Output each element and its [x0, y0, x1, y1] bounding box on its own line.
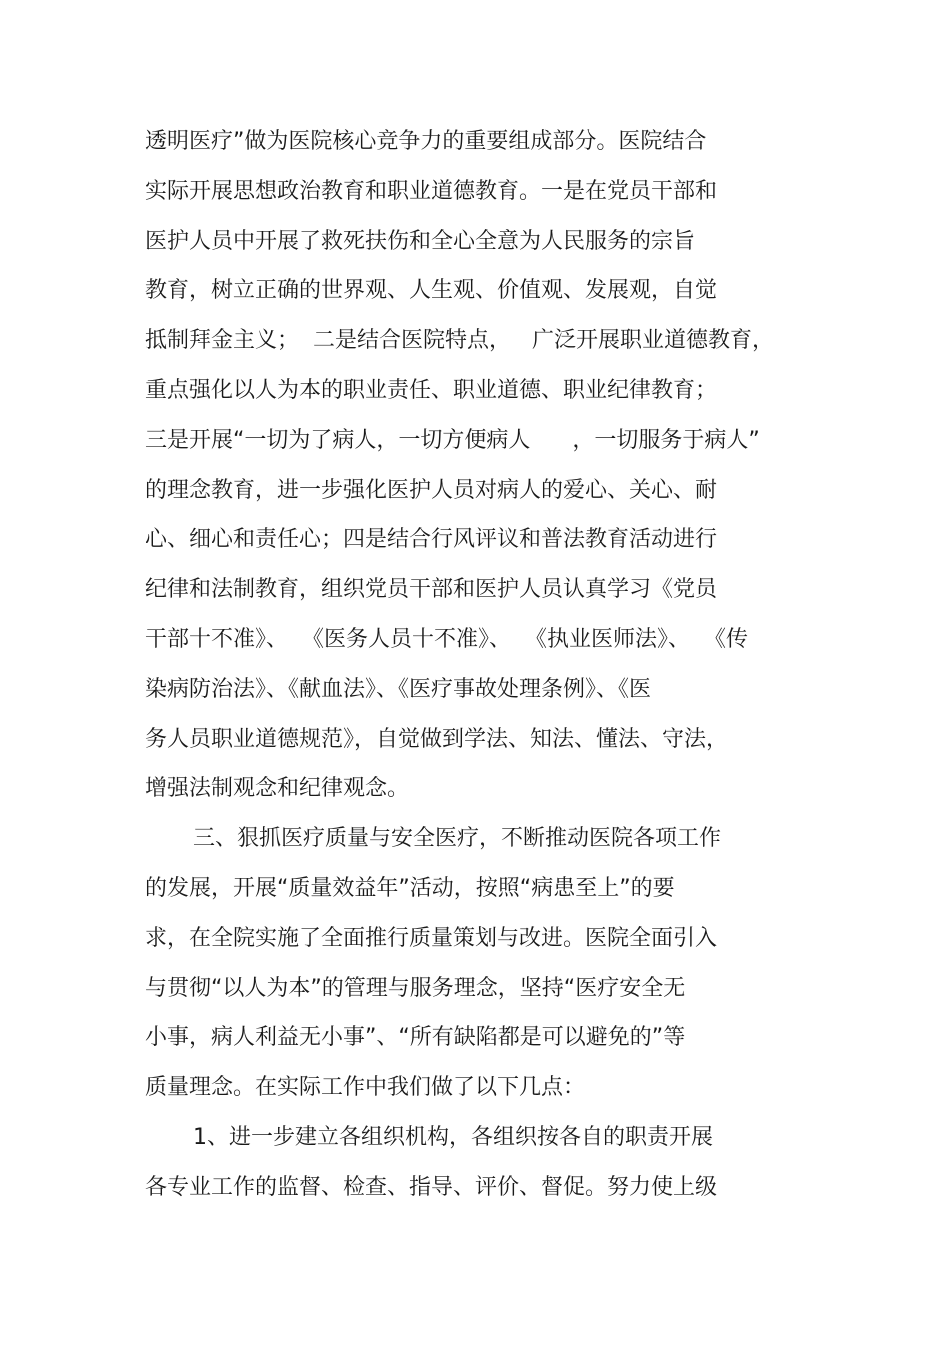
text-line: 教育，树立正确的世界观、人生观、价值观、发展观，自觉: [145, 278, 718, 303]
text-line: 的理念教育，进一步强化医护人员对病人的爱心、关心、耐: [145, 478, 718, 503]
text-line: 的发展，开展“质量效益年”活动，按照“病患至上”的要: [145, 876, 675, 901]
text-line: 透明医疗”做为医院核心竞争力的重要组成部分。医院结合: [145, 129, 707, 154]
text-line: 增强法制观念和纪律观念。: [145, 776, 410, 801]
text-line: 务人员职业道德规范》，自觉做到学法、知法、懂法、守法，: [145, 727, 729, 752]
text-line: 抵制拜金主义； 二是结合医院特点， 广泛开展职业道德教育，: [145, 328, 774, 353]
text-line: 质量理念。在实际工作中我们做了以下几点：: [145, 1075, 586, 1100]
paragraph-start-line: 1、进一步建立各组织机构，各组织按各自的职责开展: [193, 1125, 713, 1150]
text-line: 三是开展“一切为了病人，一切方便病人 ，一切服务于病人”: [145, 428, 760, 453]
text-line: 染病防治法》、《献血法》、《医疗事故处理条例》、《医: [145, 677, 652, 702]
text-line: 纪律和法制教育，组织党员干部和医护人员认真学习《党员: [145, 577, 718, 602]
text-line: 与贯彻“以人为本”的管理与服务理念，坚持“医疗安全无: [145, 976, 686, 1001]
text-line: 重点强化以人为本的职业责任、职业道德、职业纪律教育；: [145, 378, 718, 403]
text-line: 小事，病人利益无小事”、“所有缺陷都是可以避免的”等: [145, 1025, 686, 1050]
text-line: 实际开展思想政治教育和职业道德教育。一是在党员干部和: [145, 179, 718, 204]
text-line: 求，在全院实施了全面推行质量策划与改进。医院全面引入: [145, 926, 718, 951]
text-line: 干部十不准》、 《医务人员十不准》、 《执业医师法》、 《传: [145, 627, 748, 652]
text-line: 医护人员中开展了救死扶伤和全心全意为人民服务的宗旨: [145, 229, 696, 254]
paragraph-start-line: 三、狠抓医疗质量与安全医疗，不断推动医院各项工作: [193, 826, 722, 851]
text-line: 各专业工作的监督、检查、指导、评价、督促。努力使上级: [145, 1175, 718, 1200]
text-line: 心、细心和责任心；四是结合行风评议和普法教育活动进行: [145, 527, 718, 552]
